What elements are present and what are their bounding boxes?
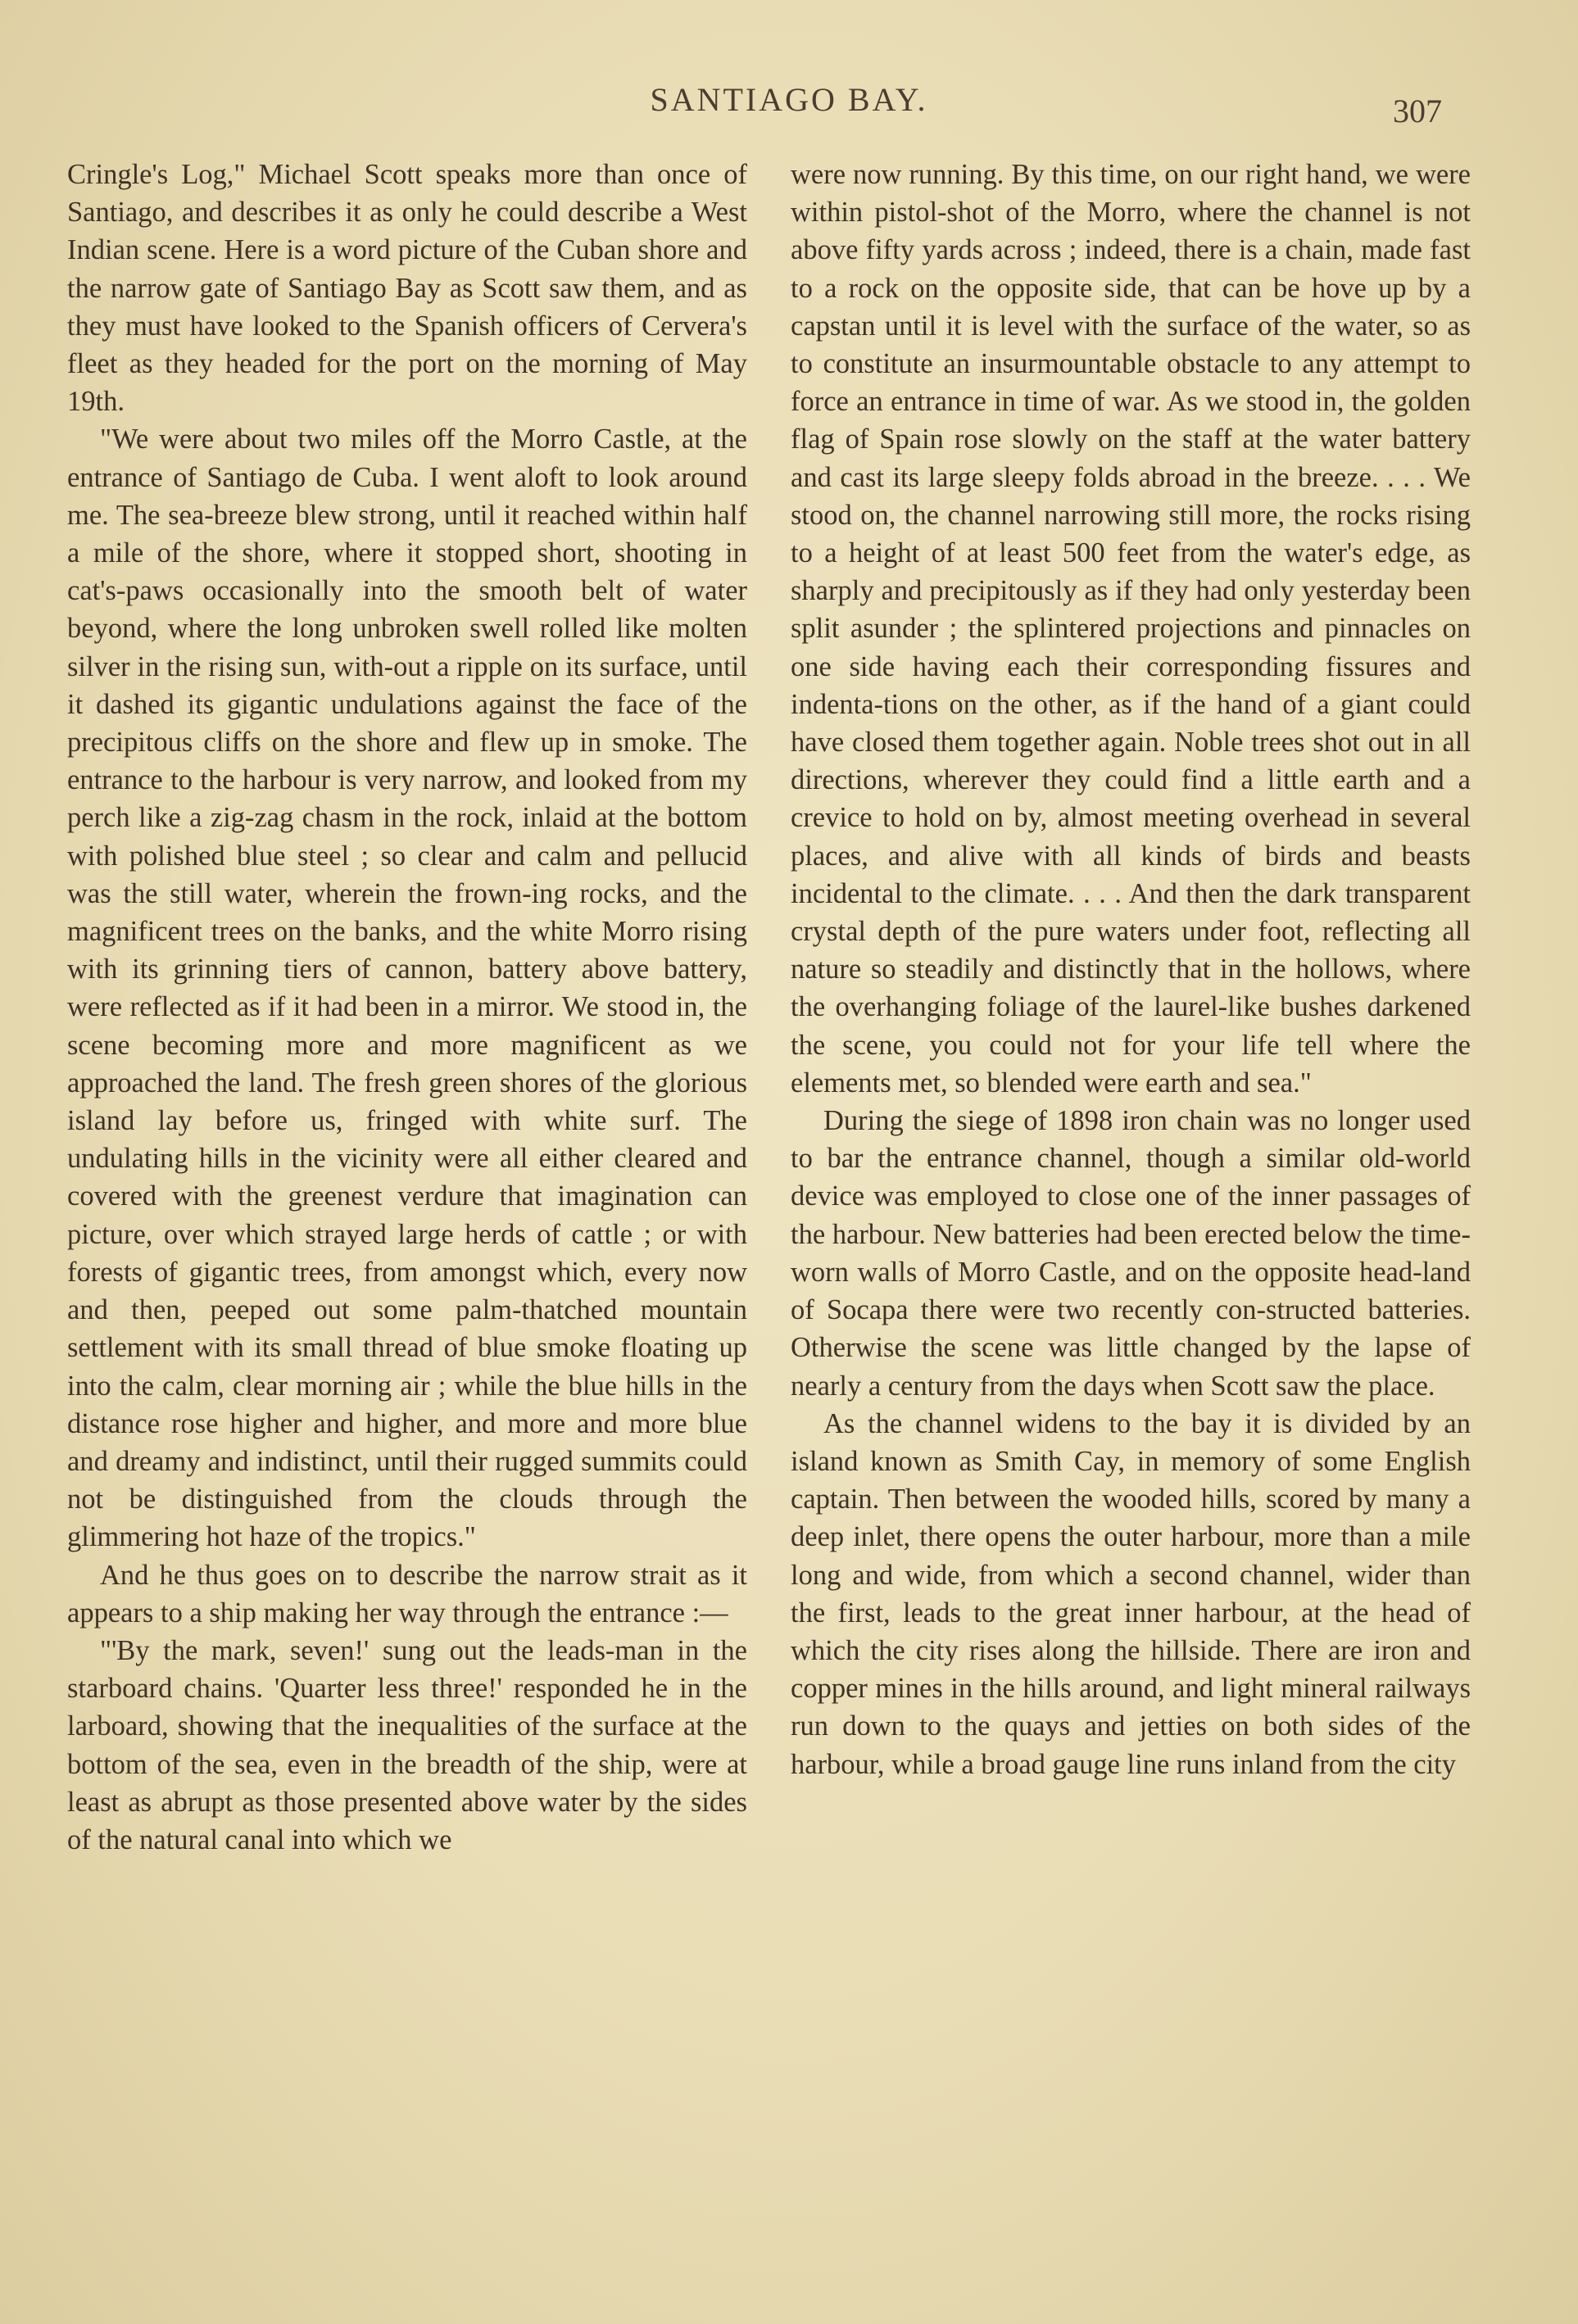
page-number: 307 xyxy=(1393,93,1442,129)
left-column xyxy=(67,156,747,1859)
paragraph: Cringle's Log," Michael Scott speaks more than once of Santiago, and describes it as only he could describe a West Indian scene. Here is a word picture of the Cuban shore and the narrow gate of Santiago Bay as Scott saw them, and as they must have looked to the Spanish officers of Cervera's fleet as they headed for the port on the morning of May 19th. xyxy=(67,159,747,418)
paragraph: And he thus goes on to describe the narrow strait as it appears to a ship making her way through the entrance :— xyxy=(67,1559,747,1629)
paragraph: During the siege of 1898 iron chain was no longer used to bar the entrance channel, though a similar old-world device was employed to close one of the inner passages of the harbour. New batteries had been erected below the time-worn walls of Morro Castle, and on the opposite head-land of Socapa there were two recently con-structed batteries. Otherwise the scene was little changed by the lapse of nearly a century from the days when Scott saw the place. xyxy=(791,1105,1471,1402)
right-column xyxy=(791,156,1471,1783)
running-title: SANTIAGO BAY. xyxy=(650,81,928,118)
paragraph: As the channel widens to the bay it is divided by an island known as Smith Cay, in memory of some English captain. Then between the wooded hills, scored by many a deep inlet, there opens the outer harbour, more than a mile long and wide, from which a second channel, wider than the first, leads to the great inner harbour, at the head of which the city rises along the hillside. There are iron and copper mines in the hills around, and light mineral railways run down to the quays and jetties on both sides of the harbour, while a broad gauge line runs inland from the city xyxy=(791,1407,1471,1780)
paragraph: were now running. By this time, on our right hand, we were within pistol-shot of the Morro, where the channel is not above fifty yards across ; indeed, there is a chain, made fast to a rock on the opposite side, that can be hove up by a capstan until it is level with the surface of the water, so as to constitute an insurmountable obstacle to any attempt to force an entrance in time of war. As we stood in, the golden flag of Spain rose slowly on the staff at the water battery and cast its large sleepy folds abroad in the breeze. . . . We stood on, the channel narrowing still more, the rocks rising to a height of at least 500 feet from the water's edge, as sharply and precipitously as if they had only yesterday been split asunder ; the splintered projections and pinnacles on one side having each their corresponding fissures and indenta-tions on the other, as if the hand of a giant could have closed them together again. Noble trees shot out in all directions, wherever they could find a little earth and a crevice to hold on by, almost meeting overhead in several places, and alive with all kinds of birds and beasts incidental to the climate. . . . And then the dark transparent crystal depth of the pure waters under foot, reflecting all nature so steadily and distinctly that in the hollows, where the overhanging foliage of the laurel-like bushes darkened the scene, you could not for your life tell where the elements met, so blended were earth and sea." xyxy=(791,159,1471,1099)
paragraph: "'By the mark, seven!' sung out the leads-man in the starboard chains. 'Quarter less three!' responded he in the larboard, showing that the inequalities of the surface at the bottom of the sea, even in the breadth of the ship, were at least as abrupt as those presented above water by the sides of the natural canal into which we xyxy=(67,1634,747,1855)
paragraph: "We were about two miles off the Morro Castle, at the entrance of Santiago de Cuba. I went aloft to look around me. The sea-breeze blew strong, until it reached within half a mile of the shore, where it stopped short, shooting in cat's-paws occasionally into the smooth belt of water beyond, where the long unbroken swell rolled like molten silver in the rising sun, with-out a ripple on its surface, until it dashed its gigantic undulations against the face of the precipitous cliffs on the shore and flew up in smoke. The entrance to the harbour is very narrow, and looked from my perch like a zig-zag chasm in the rock, inlaid at the bottom with polished blue steel ; so clear and calm and pellucid was the still water, wherein the frown-ing rocks, and the magnificent trees on the banks, and the white Morro rising with its grinning tiers of cannon, battery above battery, were reflected as if it had been in a mirror. We stood in, the scene becoming more and more magnificent as we approached the land. The fresh green shores of the glorious island lay before us, fringed with white surf. The undulating hills in the vicinity were all either cleared and covered with the greenest verdure that imagination can picture, over which strayed large herds of cattle ; or with forests of gigantic trees, from amongst which, every now and then, peeped out some palm-thatched mountain settlement with its small thread of blue smoke floating up into the calm, clear morning air ; while the blue hills in the distance rose higher and higher, and more and more blue and dreamy and indistinct, until their rugged summits could not be distinguished from the clouds through the glimmering hot haze of the tropics." xyxy=(67,424,747,1553)
